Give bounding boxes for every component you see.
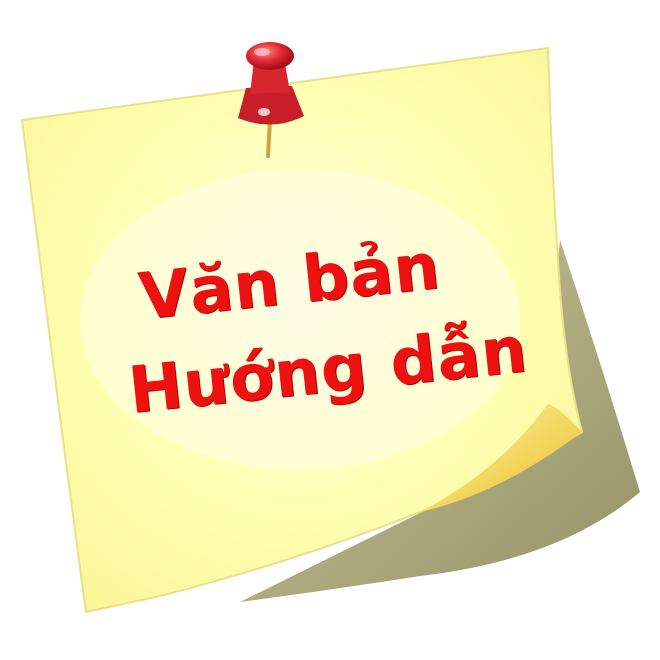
note-line-2: Hướng dẫn [125, 312, 532, 429]
note-line-1: Văn bản [135, 229, 444, 335]
